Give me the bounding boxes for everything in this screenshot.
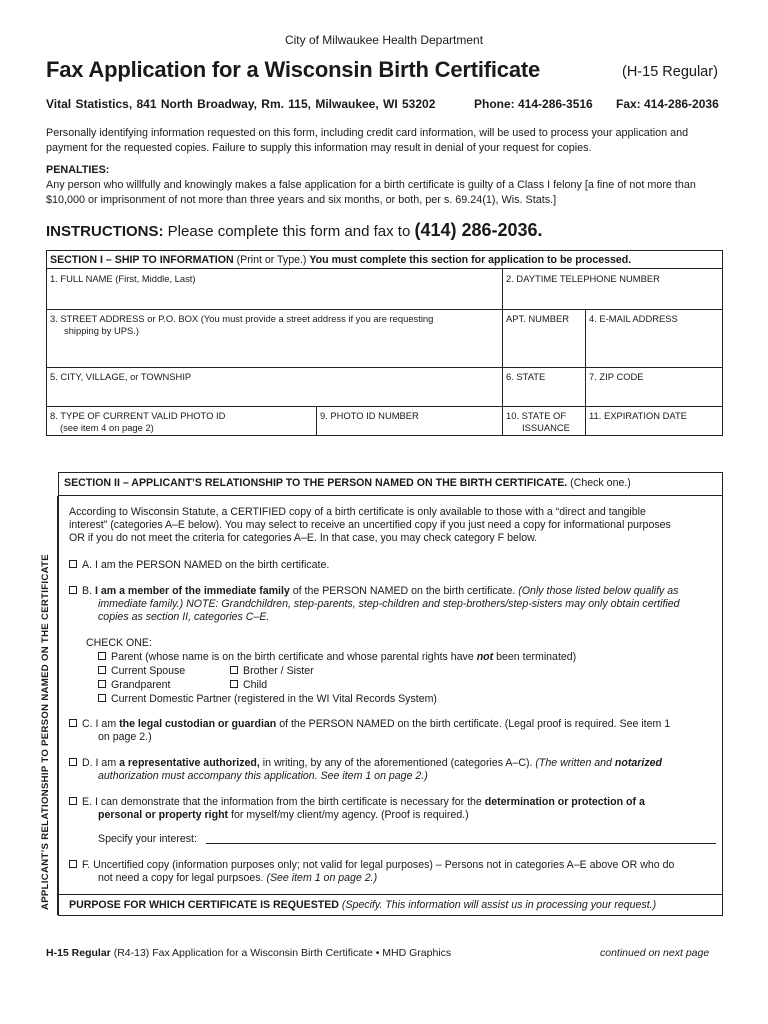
daytime-phone-field[interactable]: 2. DAYTIME TELEPHONE NUMBER [506,273,660,284]
street-address-note: shipping by UPS.) [64,325,140,336]
option-d-text: in writing, by any of the aforementioned (categories A–C). [259,757,536,769]
checkbox-grandparent[interactable] [98,680,106,688]
checkbox-d[interactable] [69,758,77,766]
footer-code: H-15 Regular [46,947,111,959]
option-e-bold-2: personal or property right [98,809,229,822]
option-c-bold: the legal custodian or guardian [119,718,277,730]
child-label: Child [243,679,268,691]
check-one-label: CHECK ONE: [86,637,152,649]
purpose-label: PURPOSE FOR WHICH CERTIFICATE IS REQUESTED [69,899,339,911]
checkbox-partner[interactable] [98,694,106,702]
section-1-title [50,254,631,266]
instructions [46,220,543,241]
option-d-bold: a representative authorized, [119,757,260,769]
option-sibling[interactable] [230,665,314,678]
privacy-notice [46,126,726,155]
option-c[interactable] [69,718,670,744]
instructions-fax-number: (414) 286-2036. [414,220,543,240]
option-a-label: A. I am the PERSON NAMED on the birth certificate. [82,559,330,571]
section-1-title-text: SECTION I – SHIP TO INFORMATION [50,254,234,266]
option-e-text-2: for myself/my client/my agency. (Proof is required.) [228,809,469,822]
penalties-line-1: Any person who willfully and knowingly makes a false application for a birth certificate is guilty of a Class I felony [a fine of not more than [46,179,696,191]
checkbox-child[interactable] [230,680,238,688]
section-2-intro [69,506,671,546]
department-name: City of Milwaukee Health Department [284,33,484,47]
checkbox-f[interactable] [69,860,77,868]
option-b-text: of the PERSON NAMED on the birth certificate. [289,585,519,597]
apt-number-field[interactable]: APT. NUMBER [506,313,570,324]
penalties-heading: PENALTIES: [46,164,110,176]
intro-line-3: OR if you do not meet the criteria for categories A–E. In that case, you may check category F below. [69,532,538,545]
checkbox-b[interactable] [69,586,77,594]
partner-label: Current Domestic Partner (registered in the WI Vital Records System) [111,693,437,705]
spouse-label: Current Spouse [111,665,186,677]
option-e[interactable] [69,796,645,822]
option-f[interactable] [69,859,674,885]
state-of-issuance-field[interactable] [506,410,570,434]
photo-id-type-note: (see item 4 on page 2) [60,422,154,433]
section-2-title-text: SECTION II – APPLICANT’S RELATIONSHIP TO THE PERSON NAMED ON THE BIRTH CERTIFICATE. [64,477,568,489]
zip-code-field[interactable]: 7. ZIP CODE [589,371,644,382]
form-code: (H-15 Regular) [622,64,718,80]
option-d-notarized: notarized [614,757,662,769]
instructions-text: Please complete this form and fax to [163,223,415,240]
section-2-sidebar-label: APPLICANT’S RELATIONSHIP TO PERSON NAMED ON THE CERTIFICATE [40,554,51,910]
parent-not: not [476,651,494,663]
option-grandparent[interactable] [98,679,170,692]
instructions-label: INSTRUCTIONS: [46,223,164,240]
state-of-issuance-label-2: ISSUANCE [522,422,570,433]
section-1-note: (Print or Type.) [233,254,310,266]
option-f-text: F. Uncertified copy (information purposes only; not valid for legal purposes) – Persons not in categories A–E above OR who do [82,859,675,871]
expiration-date-field[interactable]: 11. EXPIRATION DATE [589,410,687,421]
form-title: Fax Application for a Wisconsin Birth Certificate [46,57,541,82]
specify-interest-label: Specify your interest: [98,833,197,845]
option-parent[interactable] [98,651,576,664]
full-name-field[interactable]: 1. FULL NAME (First, Middle, Last) [50,273,196,284]
intro-line-1: According to Wisconsin Statute, a CERTIFIED copy of a birth certificate is only available to those with a “direct and tangible [69,506,646,518]
photo-id-type-field[interactable] [50,410,225,434]
option-b-prefix: B. [82,585,95,597]
privacy-line-1: Personally identifying information requested on this form, including credit card information, will be used to process your application and [46,127,689,139]
footer-rev: (R4-13) Fax Application for a Wisconsin Birth Certificate • MHD Graphics [110,947,452,959]
photo-id-type-label: 8. TYPE OF CURRENT VALID PHOTO ID [50,410,226,421]
intro-line-2: interest” (categories A–E below). You may select to receive an uncertified copy if you just need a copy for informational purposes [69,519,671,532]
option-b-italic: (Only those listed below qualify as [518,585,679,597]
option-d-prefix: D. I am [82,757,120,769]
footer-form-info [46,947,451,959]
option-spouse[interactable] [98,665,185,678]
parent-label: Parent (whose name is on the birth certificate and whose parental rights have [111,651,477,663]
option-d-line-2: authorization must accompany this application. See item 1 on page 2.) [98,770,428,783]
option-d-italic: (The written and [535,757,615,769]
street-address-field[interactable] [50,313,433,337]
checkbox-spouse[interactable] [98,666,106,674]
checkbox-e[interactable] [69,797,77,805]
option-c-line-2: on page 2.) [98,731,152,744]
option-partner[interactable] [98,693,437,706]
option-b-note: immediate family.) NOTE: Grandchildren, step-parents, step-children and step-brothers/step-sisters may only obtain certified [98,598,680,611]
purpose-note: (Specify. This information will assist us in processing your request.) [338,899,657,911]
option-f-text-2: not need a copy for legal purpsoes. [98,872,267,885]
penalties-text [46,178,726,207]
option-child[interactable] [230,679,267,692]
penalties-line-2: $10,000 or imprisonment of not more than three years and six months, or both, per s. 69.24(1), Wis. Stats.] [46,193,557,206]
section-2-check-one: (Check one.) [567,477,631,489]
option-c-text: of the PERSON NAMED on the birth certificate. (Legal proof is required. See item 1 [276,718,671,730]
grandparent-label: Grandparent [111,679,171,691]
section-1-required: You must complete this section for application to be processed. [309,254,632,266]
option-a[interactable] [69,559,329,572]
email-field[interactable]: 4. E-MAIL ADDRESS [589,313,678,324]
checkbox-parent[interactable] [98,652,106,660]
section-2-title [64,477,631,489]
option-b-note-2: copies as section II, categories C–E. [98,611,270,624]
option-b-bold: I am a member of the immediate family [94,585,290,597]
option-e-text: E. I can demonstrate that the information from the birth certificate is necessary for the [82,796,485,808]
checkbox-a[interactable] [69,560,77,568]
option-f-italic: (See item 1 on page 2.) [266,872,378,885]
state-of-issuance-label: 10. STATE OF [506,410,567,421]
purpose-field[interactable] [69,899,656,912]
office-fax: Fax: 414-286-2036 [616,97,719,111]
state-field[interactable]: 6. STATE [506,371,546,382]
option-d[interactable] [69,757,662,783]
footer-continued: continued on next page [600,947,710,959]
sibling-label: Brother / Sister [243,665,314,677]
specify-interest-input[interactable] [206,843,716,844]
option-e-bold: determination or protection of a [484,796,645,808]
checkbox-c[interactable] [69,719,77,727]
office-phone: Phone: 414-286-3516 [474,97,593,111]
photo-id-number-field[interactable]: 9. PHOTO ID NUMBER [320,410,419,421]
office-address: Vital Statistics, 841 North Broadway, Rm. 115, Milwaukee, WI 53202 [46,97,436,111]
privacy-line-2: payment for the requested copies. Failure to supply this information may result in denial of your request for copies. [46,141,592,154]
checkbox-sibling[interactable] [230,666,238,674]
street-address-label: 3. STREET ADDRESS or P.O. BOX (You must provide a street address if you are requesting [50,313,434,324]
option-b[interactable] [69,585,680,625]
option-c-prefix: C. I am [82,718,120,730]
parent-label-end: been terminated) [493,651,577,663]
city-field[interactable]: 5. CITY, VILLAGE, or TOWNSHIP [50,371,192,382]
